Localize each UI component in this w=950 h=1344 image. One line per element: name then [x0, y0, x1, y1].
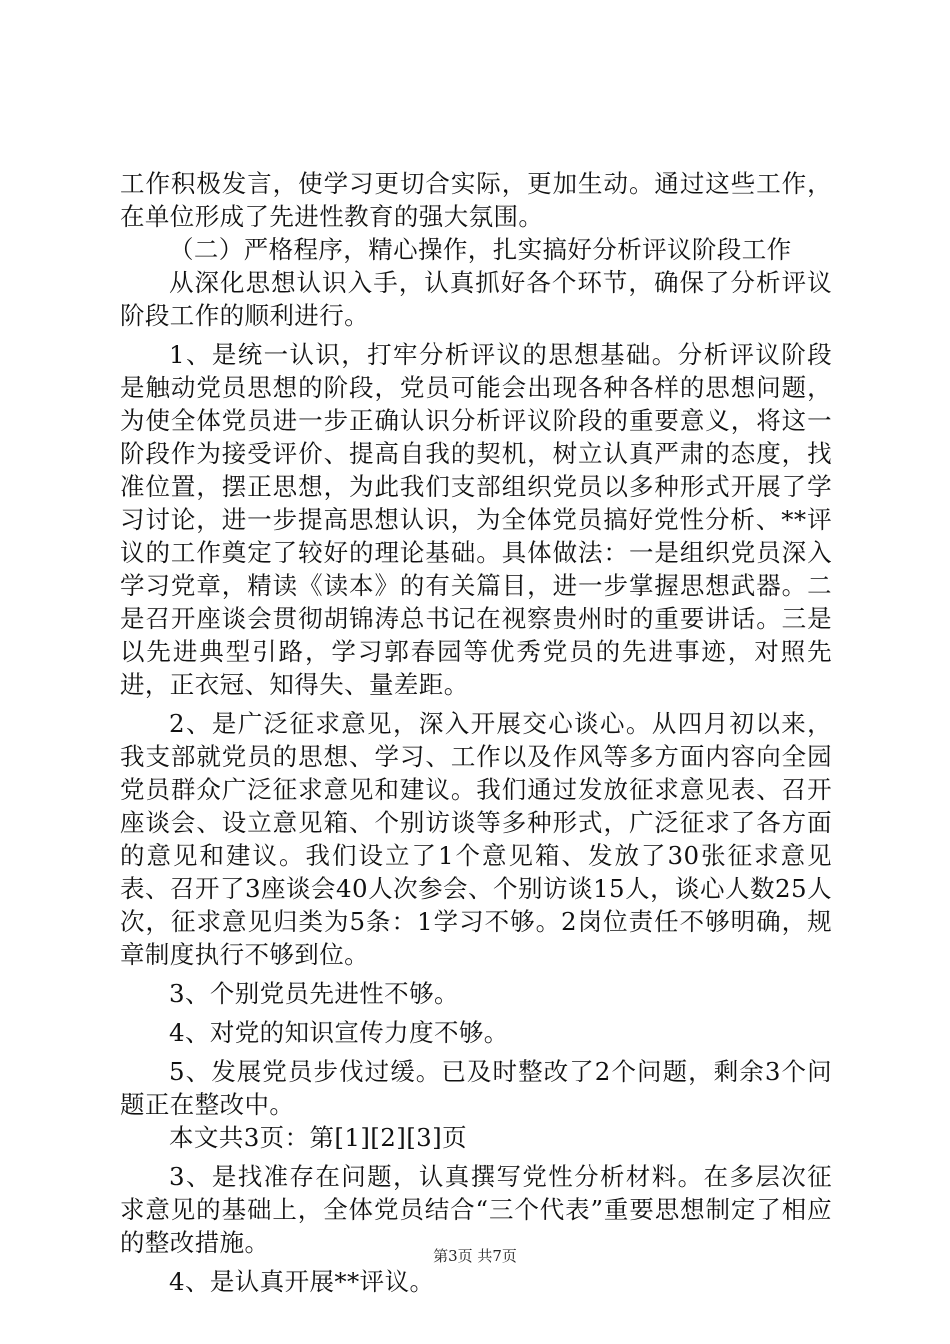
paragraph-intro: 从深化思想认识入手，认真抓好各个环节，确保了分析评议阶段工作的顺利进行。 — [120, 268, 832, 330]
paragraph-item-1: 1、是统一认识，打牢分析评议的思想基础。分析评议阶段是触动党员思想的阶段，党员可能会出现各种各样的思想问题，为使全体党员进一步正确认识分析评议阶段的重要意义，将这一阶段作为接受评价、提高自我的契机，树立认真严肃的态度，找准位置，摆正思想，为此我们支部组织党员以多种形式开展了学习讨论，进一步提高思想认识，为全体党员搞好党性分析、**评议的工作奠定了较好的理论基础。具体做法：一是组织党员深入学习党章，精读《读本》的有关篇目，进一步掌握思想武器。二是召开座谈会贯彻胡锦涛总书记在视察贵州时的重要讲话。三是以先进典型引路，学习郭春园等优秀党员的先进事迹，对照先进，正衣冠、知得失、量差距。 — [120, 340, 832, 699]
paragraph-item-3: 3、个别党员先进性不够。 — [169, 979, 459, 1008]
section-heading: （二）严格程序，精心操作，扎实搞好分析评议阶段工作 — [169, 235, 792, 264]
paragraph-item-2: 2、是广泛征求意见，深入开展交心谈心。从四月初以来，我支部就党员的思想、学习、工作以及作风等多方面内容向全园党员群众广泛征求意见和建议。我们通过发放征求意见表、召开座谈会、设立意见箱、个别访谈等多种形式，广泛征求了各方面的意见和建议。我们设立了1个意见箱、发放了30张征求意见表、召开了3座谈会40人次参会、个别访谈15人，谈心人数25人次，征求意见归类为5条：1学习不够。2岗位责任不够明确，规章制度执行不够到位。 — [120, 709, 832, 969]
paragraph-item-analysis: 3、是找准存在问题，认真撰写党性分析材料。在多层次征求意见的基础上，全体党员结合“三个代表”重要思想制定了相应的整改措施。 — [120, 1162, 832, 1257]
paragraph-continuation: 工作积极发言，使学习更切合实际，更加生动。通过这些工作，在单位形成了先进性教育的强大氛围。 — [120, 169, 832, 231]
paragraph-item-review: 4、是认真开展**评议。 — [169, 1267, 435, 1296]
page-footer: 第3页 共7页 — [433, 1247, 517, 1265]
paragraph-item-5: 5、发展党员步伐过缓。已及时整改了2个问题，剩余3个问题正在整改中。 — [120, 1057, 832, 1119]
page-navigation-text: 本文共3页：第[1][2][3]页 — [169, 1123, 467, 1152]
document-body — [120, 167, 832, 1298]
paragraph-item-4: 4、对党的知识宣传力度不够。 — [169, 1018, 509, 1047]
